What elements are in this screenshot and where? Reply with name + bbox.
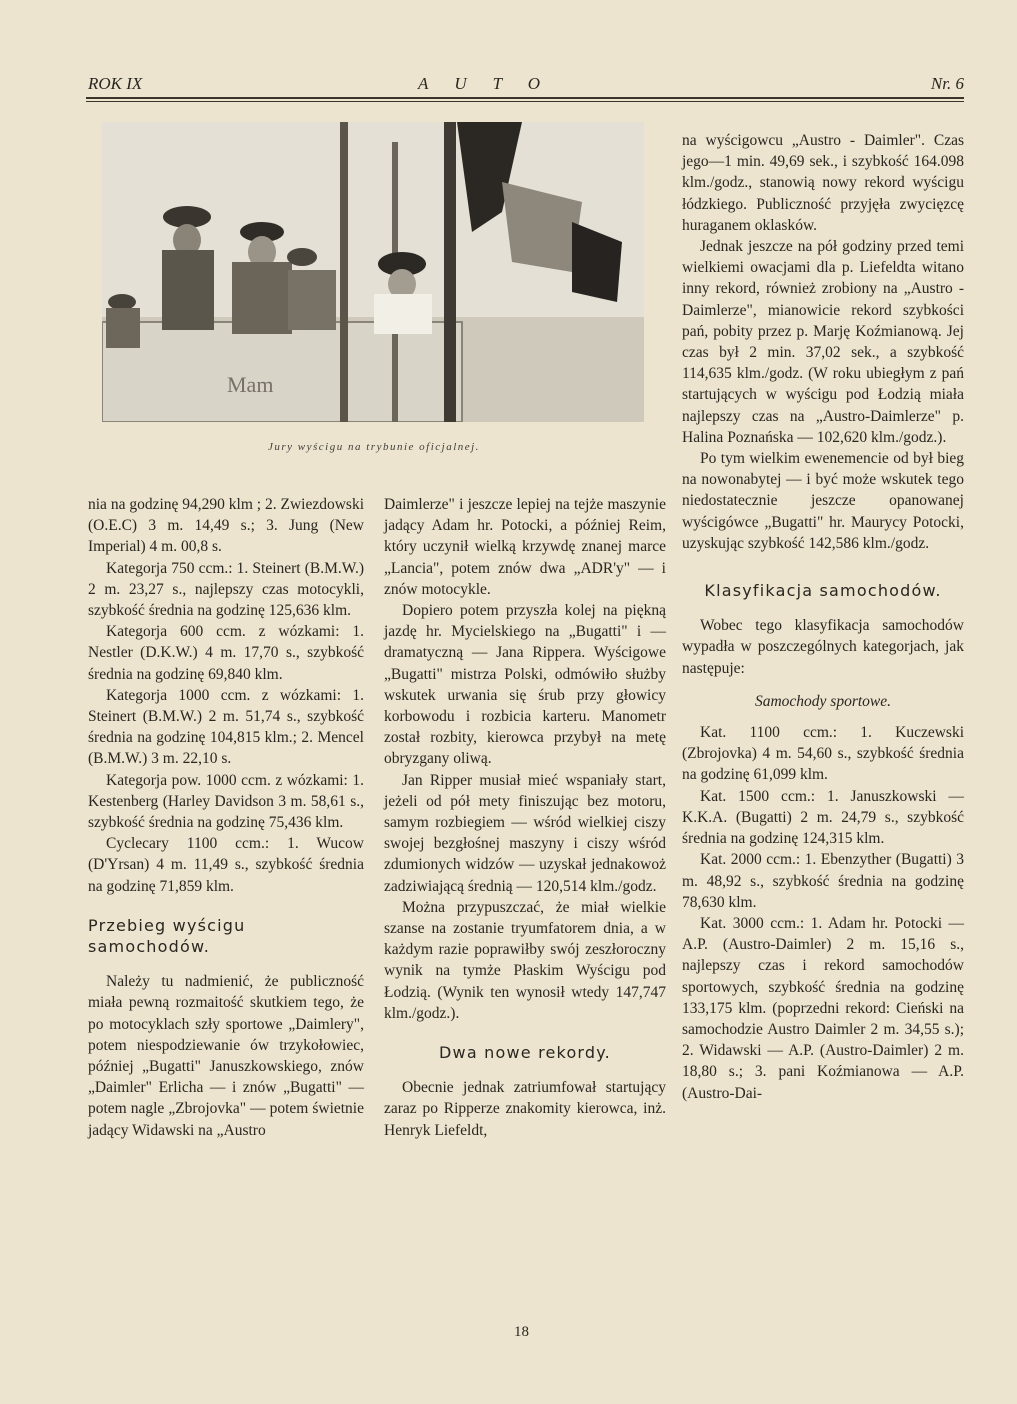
paragraph: Jednak jeszcze na pół godziny przed temi wielkiemi owacjami dla p. Liefeldta witano inny rekord, również zrobiony na „Austro - Daimlerze", mianowicie rekord szybkości pań, pobity przez p. Marję Koźmianową. Jej czas był 2 min. 37,02 sek., a szybkość 114,635 klm./godz. (W roku ubiegłym z pań startujących w wyścigu pod Łodzią miała najlepszy czas na „Austro-Daimlerze" p. Halina Poznańska — 102,620 klm./godz.). — [682, 238, 964, 446]
paragraph: Można przypuszczać, że miał wielkie szanse na zostanie tryumfatorem dnia, a w każdym razie poprawiłby swój zeszłoroczny wynik na tymże Płaskim Wyścigu pod Łodzią. (Wynik ten wynosił wtedy 147,747 klm./godz.). — [384, 898, 666, 1022]
paragraph: Kategorja 600 ccm. z wózkami: 1. Nestler (D.K.W.) 4 m. 17,70 s., szybkość średnia na godzinę 69,840 klm. — [88, 623, 364, 683]
paragraph: Cyclecary 1100 ccm.: 1. Wucow (D'Yrsan) 4 m. 11,49 s., szybkość średnia na godzinę 71,859 klm. — [88, 835, 364, 895]
paragraph: Kat. 3000 ccm.: 1. Adam hr. Potocki — A.P. (Austro-Daimler) 2 m. 15,16 s., najlepszy czas i rekord samochodów sportowych, szybkość średnia na godzinę 133,175 klm. (poprzedni rekord: Cieński na samochodzie Austro Daimler 2 m. 34,55 s.); 2. Widawski — A.P. (Austro-Daimler) 2 m. 18,80 s.; 3. pani Koźmianowa — A.P. (Austro-Dai- — [682, 914, 964, 1102]
paragraph: Kategorja 1000 ccm. z wózkami: 1. Steinert (B.M.W.) 2 m. 51,74 s., szybkość średnia na godzinę 104,815 klm.; 2. Mencel (B.M.W.) 3 m. 22,10 s. — [88, 686, 364, 768]
column-left — [88, 494, 364, 1141]
column-right — [682, 130, 964, 1104]
header-rule-thin — [86, 101, 964, 102]
paragraph: Daimlerze" i jeszcze lepiej na tejże maszynie jadący Adam hr. Potocki, a później Reim, który uczynił wielką krzywdę znanej marce „Lancia", potem znów dwa „ADR'y" — i znów motocykle. — [384, 496, 666, 598]
paragraph: Kat. 1100 ccm.: 1. Kuczewski (Zbrojovka) 4 m. 54,60 s., szybkość średnia na godzinę 61,099 klm. — [682, 724, 964, 784]
paragraph: na wyścigowcu „Austro - Daimler". Czas jego—1 min. 49,69 sek., i szybkość 164.098 klm./godz., stanowią nowy rekord wyścigu łódzkiego. Publiczność przyjęła zwycięzcę huraganem oklasków. — [682, 132, 964, 234]
section-heading: Przebieg wyścigu samochodów. — [88, 915, 246, 957]
paragraph: Należy tu nadmienić, że publiczność miała pewną rozmaitość skutkiem tego, że po motocyklach szły sportowe „Daimlery", potem niespodziewanie ów trzykołowiec, później „Bugatti" Januszkowskiego, znów „Daimler" Erlicha — i znów „Bugatti" — potem nagle „Zbrojovka" — potem świetnie jadący Widawski na „Austro — [88, 973, 364, 1139]
paragraph: Obecnie jednak zatriumfował startujący zaraz po Ripperze znakomity kierowca, inż. Henryk Liefeldt, — [384, 1079, 666, 1139]
paragraph: Kategorja 750 ccm.: 1. Steinert (B.M.W.) 2 m. 23,27 s., najlepszy czas motocykli, szybkość średnia na godzinę 125,636 klm. — [88, 559, 364, 620]
header-volume: ROK IX — [88, 74, 143, 93]
header-issue: Nr. 6 — [930, 74, 964, 93]
header-title: AUTO — [418, 74, 567, 93]
photo-illustration — [102, 122, 644, 422]
paragraph: Kat. 2000 ccm.: 1. Ebenzyther (Bugatti) 3 m. 48,92 s., szybkość średnia na godzinę 78,630 klm. — [682, 851, 964, 911]
page-number: 18 — [514, 1324, 529, 1340]
paragraph: Kat. 1500 ccm.: 1. Januszkowski — K.K.A. (Bugatti) 2 m. 24,79 s., szybkość średnia na godzinę 124,315 klm. — [682, 787, 964, 848]
paragraph: Jan Ripper musiał mieć wspaniały start, jeżeli od pół mety finiszując bez motoru, samym rozbiegiem — wśród wielkiej ciszy swojej bezgłośnej maszyny i ciszy wśród zdumionych widzów — uzyskał jednakowoż zadziwiającą średnią — 120,514 klm./godz. — [384, 771, 666, 895]
photo-caption: Jury wyścigu na trybunie oficjalnej. — [268, 441, 480, 453]
header-rule — [86, 97, 964, 99]
paragraph: Po tym wielkim ewenemencie od był bieg na nowonabytej — i być może wskutek tego niedostatecznie jeszcze opanowanej wyścigówce „Bugatti" hr. Maurycy Potocki, uzyskując szybkość 142,586 klm./godz. — [682, 450, 964, 552]
paragraph: Dopiero potem przyszła kolej na piękną jazdę hr. Mycielskiego na „Bugatti" i — dramatyczną — Jana Rippera. Wyścigowe „Bugatti" mistrza Polski, odmówiło służby wskutek urwania się śrub przy głowicy korbowodu i rozbicia karteru. Manometr został rozbity, kierowca przybył na metę obryzgany oliwą. — [384, 602, 666, 768]
subsection-heading: Samochody sportowe. — [754, 692, 892, 710]
photo-sign-text: Mam — [227, 372, 274, 397]
column-middle — [384, 494, 666, 1141]
paragraph: Wobec tego klasyfikacja samochodów wypadła w poszczególnych kategorjach, jak następuje: — [682, 617, 964, 677]
section-heading: Klasyfikacja samochodów. — [704, 581, 942, 601]
paragraph: nia na godzinę 94,290 klm ; 2. Zwiezdowski (O.E.C) 3 m. 14,49 s.; 3. Jung (New Imperial) 4 m. 00,8 s. — [88, 496, 364, 556]
paragraph: Kategorja pow. 1000 ccm. z wózkami: 1. Kestenberg (Harley Davidson 3 m. 58,61 s., szybkość średnia na godzinę 75,436 klm. — [88, 771, 364, 832]
jury-photo — [102, 122, 644, 422]
section-heading: Dwa nowe rekordy. — [439, 1043, 611, 1063]
running-header — [88, 74, 964, 96]
